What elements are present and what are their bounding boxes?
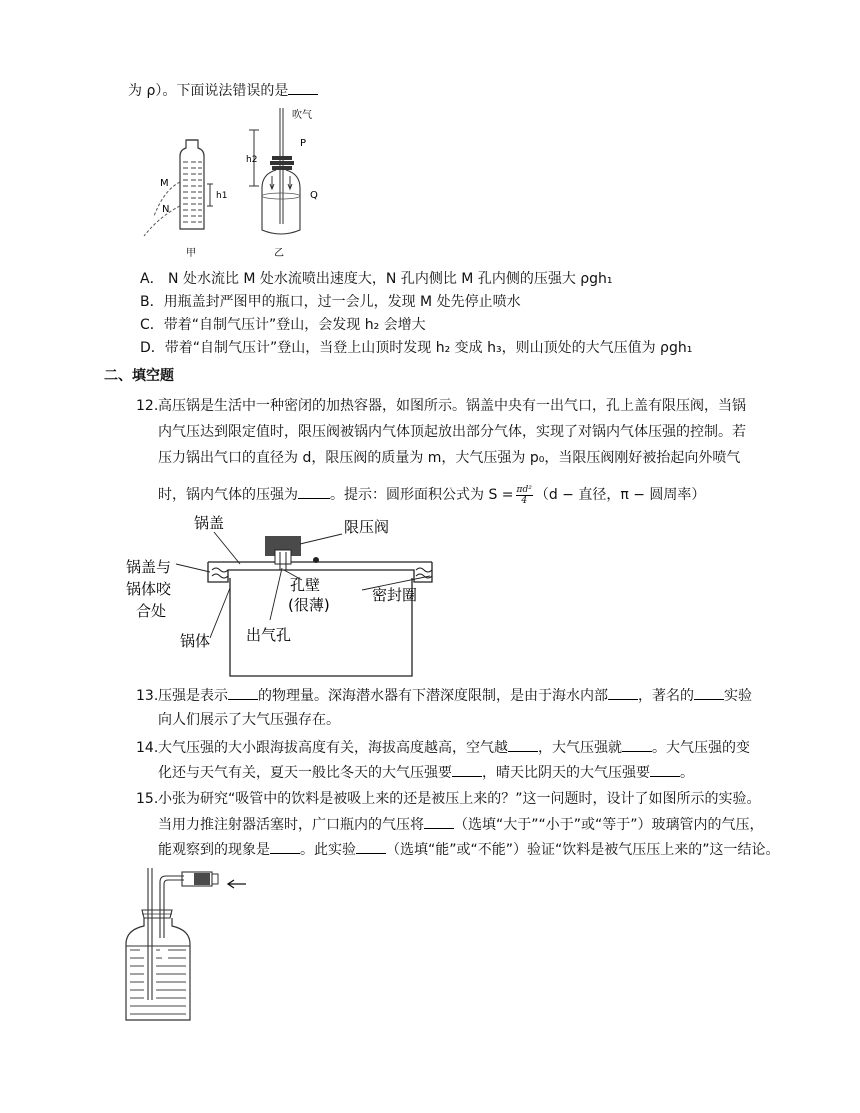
q11-option-b: B．用瓶盖封严图甲的瓶口，过一会儿，发现 M 处先停止喷水 (140, 294, 521, 310)
answer-blank (452, 762, 482, 777)
q14-line1: 14.大气压强的大小跟海拔高度有关，海拔高度越高，空气越 ，大气压强就 。大气压强的变 (136, 737, 750, 758)
q11-option-d: D．带着“自制气压计”登山，当登上山顶时发现 h₂ 变成 h₃，则山顶处的大气压值为 ρgh₁ (140, 340, 693, 356)
q12-line3: 压力锅出气口的直径为 d，限压阀的质量为 m，大气压强为 p₀，当限压阀刚好被抬起向外喷气 (158, 450, 741, 466)
label-jia: 甲 (186, 248, 196, 259)
answer-blank (288, 80, 318, 95)
label-hole-wall: 孔壁 (290, 576, 321, 594)
q13-line2: 向人们展示了大气压强存在。 (158, 712, 340, 728)
label-lid: 锅盖 (194, 514, 225, 532)
q12-line4: 时，锅内气体的压强为 。提示：圆形面积公式为 S = $\frac{\text{πd²}}{4}$ （d − 直径，π − 圆周率） (158, 484, 706, 506)
answer-blank (228, 685, 258, 700)
bottle-jia (144, 140, 227, 259)
q14-line2: 化还与天气有关，夏天一般比冬天的大气压强要 ，晴天比阴天的大气压强要 。 (158, 762, 694, 783)
label-outlet: 出气孔 (246, 626, 292, 644)
label-body: 锅体 (180, 632, 211, 650)
answer-blank (270, 839, 300, 854)
q12-line2: 内气压达到限定值时，限压阀被锅内气体顶起放出部分气体，实现了对锅内气体压强的控制。若 (158, 424, 746, 440)
answer-blank (622, 737, 652, 752)
label-thin: (很薄) (288, 596, 330, 614)
answer-blank (608, 685, 638, 700)
q15-jar-syringe-figure (120, 866, 260, 1026)
q15-line2: 当用力推注射器活塞时，广口瓶内的气压将 （选填“大于”“小于”或“等于”）玻璃管内的气压， (158, 814, 764, 835)
answer-blank (356, 839, 386, 854)
label-N: N (162, 204, 170, 215)
answer-blank (424, 814, 454, 829)
answer-blank (508, 737, 538, 752)
label-M: M (160, 178, 169, 189)
q11-option-c: C．带着“自制气压计”登山，会发现 h₂ 会增大 (140, 317, 426, 333)
q11-figure (130, 104, 330, 264)
label-h2: h2 (246, 155, 258, 165)
q11-option-a: A． N 处水流比 M 处水流喷出速度大，N 孔内侧比 M 孔内侧的压强大 ρgh₁ (140, 271, 613, 287)
label-joint-3: 合处 (136, 602, 167, 620)
q15-line1: 15.小张为研究“吸管中的饮料是被吸上来的还是被压上来的？”这一问题时，设计了如图所示的实验。 (136, 791, 761, 807)
label-yi: 乙 (274, 248, 284, 259)
label-seal: 密封圈 (372, 586, 418, 604)
label-valve: 限压阀 (344, 518, 390, 536)
section-title: 二、填空题 (104, 368, 174, 384)
label-Q: Q (310, 190, 318, 201)
label-joint-1: 锅盖与 (126, 558, 172, 576)
answer-blank (298, 484, 330, 499)
q13-line1: 13.压强是表示 的物理量。深海潜水器有下潜深度限制，是由于海水内部 ，著名的 实验 (136, 685, 752, 706)
answer-blank (650, 762, 680, 777)
answer-blank (694, 685, 724, 700)
label-h1: h1 (216, 191, 228, 201)
q12-pressure-cooker-figure (122, 510, 442, 680)
label-P: P (300, 138, 307, 149)
bottle-yi (246, 108, 318, 259)
q11-intro: 为 ρ）。下面说法错误的是 (128, 80, 318, 101)
label-blow: 吹气 (292, 110, 312, 121)
label-joint-2: 锅体咬 (126, 580, 172, 598)
q15-line3: 能观察到的现象是 。此实验 （选填“能”或“不能”）验证“饮料是被气压压上来的”这一结论。 (158, 839, 780, 860)
area-formula-fraction: $\frac{\text{πd²}}{4}$ (516, 484, 532, 506)
q12-line1: 12.高压锅是生活中一种密闭的加热容器，如图所示。锅盖中央有一出气口，孔上盖有限压阀，当锅 (136, 398, 746, 414)
